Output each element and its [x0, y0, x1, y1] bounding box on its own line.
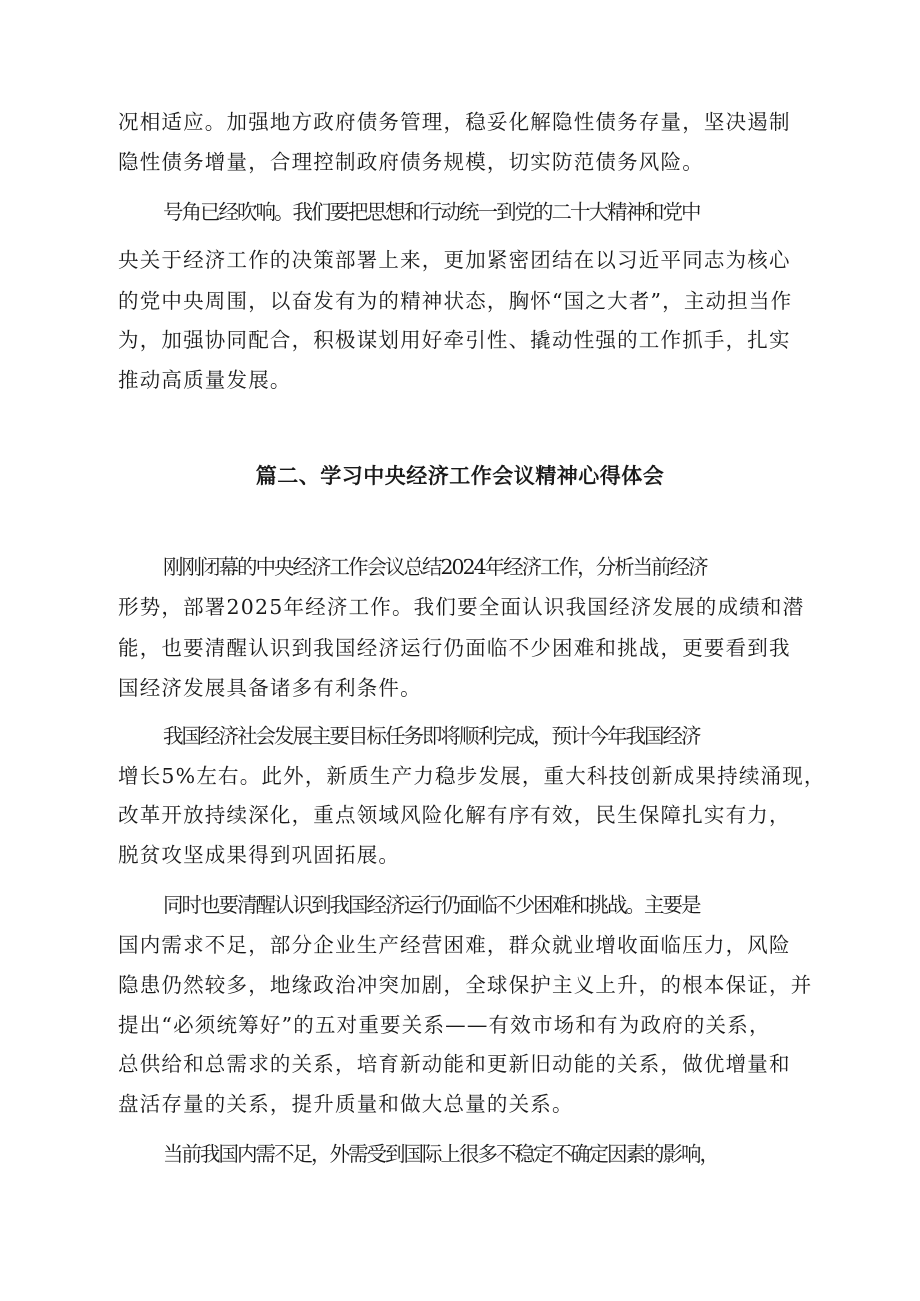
text-line: 形势，部署2025年经济工作。我们要全面认识我国经济发展的成绩和潜 — [118, 595, 805, 619]
text-line: 央关于经济工作的决策部署上来，更加紧密团结在以习近平同志为核心 — [118, 248, 791, 272]
paragraph-start-line: 刚刚闭幕的中央经济工作会议总结2024年经济工作，分析当前经济 — [163, 555, 707, 579]
paragraph-start-line: 当前我国内需不足，外需受到国际上很多不稳定不确定因素的影响， — [163, 1142, 718, 1166]
text-line: 隐性债务增量，合理控制政府债务规模，切实防范债务风险。 — [118, 150, 704, 174]
text-line: 为，加强协同配合，积极谋划用好牵引性、撬动性强的工作抓手，扎实 — [118, 328, 791, 352]
text-line: 改革开放持续深化，重点领域风险化解有序有效，民生保障扎实有力， — [118, 803, 791, 827]
text-line: 盘活存量的关系，提升质量和做大总量的关系。 — [118, 1092, 574, 1116]
paragraph-start-line: 号角已经吹响。我们要把思想和行动统一到党的二十大精神和党中 — [163, 200, 700, 224]
text-line: 国内需求不足，部分企业生产经营困难，群众就业增收面临压力，风险 — [118, 933, 791, 957]
text-line: 况相适应。加强地方政府债务管理，稳妥化解隐性债务存量，坚决遏制 — [118, 110, 791, 134]
text-line: 隐患仍然较多，地缘政治冲突加剧，全球保护主义上升，的根本保证，并 — [118, 973, 813, 997]
text-line: 国经济发展具备诸多有利条件。 — [118, 676, 422, 700]
text-line: 脱贫攻坚成果得到巩固拓展。 — [118, 843, 401, 867]
text-line: 提出“必须统筹好”的五对重要关系——有效市场和有为政府的关系， — [118, 1013, 771, 1037]
text-line: 能，也要清醒认识到我国经济运行仍面临不少困难和挑战，更要看到我 — [118, 636, 791, 660]
text-line: 的党中央周围，以奋发有为的精神状态，胸怀“国之大者”，主动担当作 — [118, 289, 793, 313]
text-line: 增长5%左右。此外，新质生产力稳步发展，重大科技创新成果持续涌现， — [118, 764, 826, 788]
text-line: 推动高质量发展。 — [118, 368, 292, 392]
section-title: 篇二、学习中央经济工作会议精神心得体会 — [255, 464, 665, 488]
text-line: 总供给和总需求的关系，培育新动能和更新旧动能的关系，做优增量和 — [118, 1052, 791, 1076]
paragraph-start-line: 我国经济社会发展主要目标任务即将顺利完成，预计今年我国经济 — [163, 724, 700, 748]
paragraph-start-line: 同时也要清醒认识到我国经济运行仍面临不少困难和挑战。主要是 — [163, 893, 700, 917]
